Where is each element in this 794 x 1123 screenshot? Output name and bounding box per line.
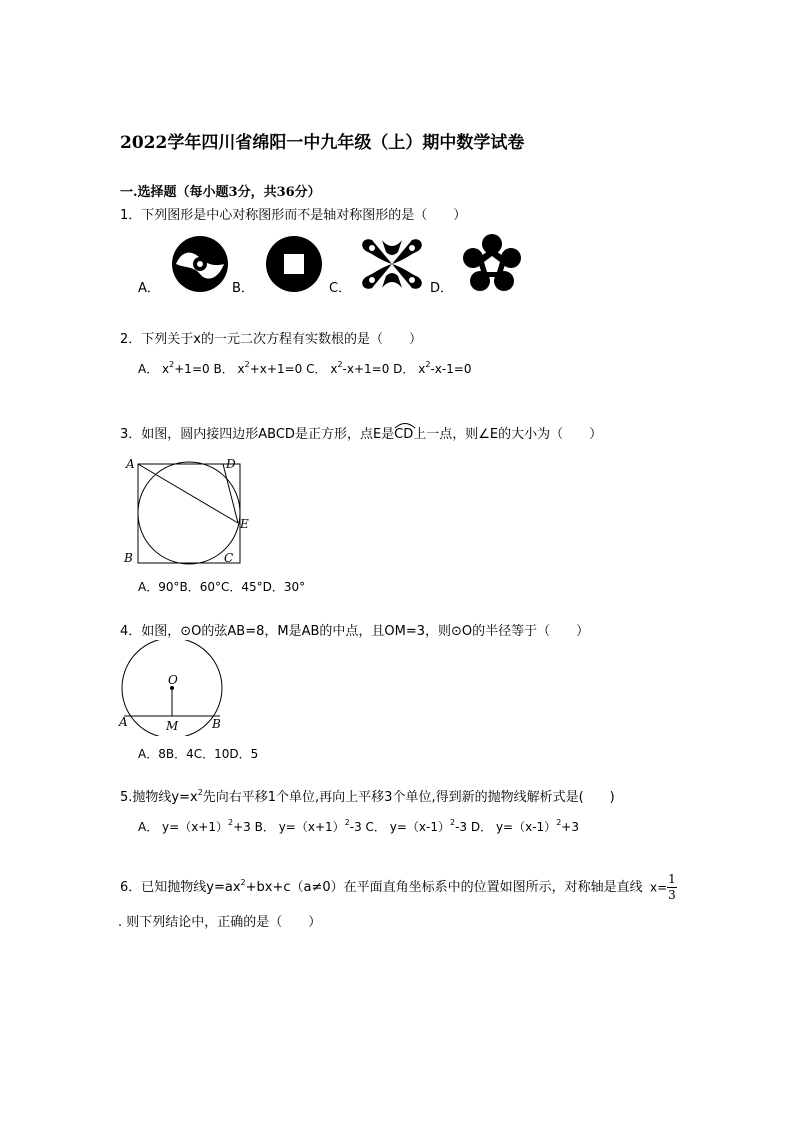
q5-option-c-label: C． — [365, 820, 386, 834]
question-2-text: 2．下列关于x的一元二次方程有实数根的是（ ） — [120, 332, 422, 347]
q4-label-a: A — [119, 715, 128, 729]
q5-text-before: 5.抛物线y=x — [120, 790, 198, 805]
q3-text-after: 上一点，则∠E的大小为（ ） — [413, 427, 603, 442]
q2-option-a-rest: +1=0 — [174, 362, 210, 376]
q2-option-d-label: D． — [393, 362, 415, 376]
q6-axis-equation — [650, 872, 677, 903]
q6-fraction — [667, 872, 677, 903]
question-6-text — [120, 876, 643, 895]
q2-option-d-base: x — [418, 362, 426, 376]
q2-option-c-exp: 2 — [337, 360, 343, 369]
q4-label-o: O — [168, 673, 178, 687]
q5-option-a-rest: +3 — [233, 820, 251, 834]
q2-option-a-base: x — [162, 362, 170, 376]
question-3-text — [120, 423, 602, 442]
q5-options — [138, 818, 579, 835]
butterfly-shape-icon — [360, 234, 424, 294]
q2-option-b-label: B． — [213, 362, 234, 376]
q2-option-c-label: C． — [306, 362, 327, 376]
exam-title: 2022学年四川省绵阳一中九年级（上）期中数学试卷 — [120, 133, 525, 153]
q5-option-d-label: D． — [470, 820, 493, 834]
q3-label-d: D — [226, 457, 236, 471]
q3-circle-square-figure — [118, 452, 260, 570]
q3-label-e: E — [240, 517, 249, 531]
q5-option-a-expr: y=（x+1） — [162, 820, 228, 834]
q3-text-before: 3．如图，圆内接四边形ABCD是正方形，点E是 — [120, 427, 395, 442]
q2-option-b-exp: 2 — [244, 360, 250, 369]
q4-circle-chord-figure — [118, 640, 228, 736]
q3-label-c: C — [224, 551, 234, 565]
arc-label: CD — [394, 427, 414, 442]
square-hole-coin-icon — [264, 234, 324, 294]
q5-option-c-exp: 2 — [449, 818, 456, 827]
arc-symbol-icon — [394, 421, 416, 429]
q5-option-c-rest: -3 — [455, 820, 468, 834]
q6-frac-num: 1 — [668, 872, 676, 886]
section-heading: 一.选择题（每小题3分，共36分） — [120, 185, 321, 200]
q6-x-eq: x= — [650, 880, 668, 895]
q5-option-d-rest: +3 — [561, 820, 579, 834]
q1-option-a-label: A． — [138, 281, 160, 296]
q2-option-b-base: x — [237, 362, 245, 376]
q6-frac-den: 3 — [668, 888, 676, 902]
q3-label-b: B — [124, 551, 133, 565]
q5-option-b-label: B． — [254, 820, 275, 834]
question-6-line2: . 则下列结论中，正确的是（ ） — [118, 915, 322, 930]
q2-option-b-rest: +x+1=0 — [249, 362, 303, 376]
q5-option-a-label: A． — [138, 820, 159, 834]
q3-label-a: A — [126, 457, 135, 471]
q2-option-c-rest: -x+1=0 — [342, 362, 390, 376]
q5-option-d-expr: y=（x-1） — [495, 820, 557, 834]
q4-label-m: M — [166, 719, 179, 733]
q5-exp: 2 — [197, 788, 203, 797]
q3-options: A．90°B．60°C．45°D．30° — [138, 580, 306, 594]
q2-option-a-label: A． — [138, 362, 159, 376]
question-1-text: 1．下列图形是中心对称图形而不是轴对称图形的是（ ） — [120, 208, 467, 223]
q2-option-c-base: x — [330, 362, 338, 376]
q2-option-a-exp: 2 — [169, 360, 175, 369]
q6-exp: 2 — [240, 878, 246, 887]
q2-option-d-exp: 2 — [425, 360, 431, 369]
q5-option-c-expr: y=（x-1） — [389, 820, 450, 834]
q6-text-after: +bx+c（a≠0）在平面直角坐标系中的位置如图所示，对称轴是直线 — [245, 880, 643, 895]
q1-option-d-label: D． — [430, 281, 454, 296]
pentagon-flower-icon — [462, 234, 522, 294]
q2-options — [138, 360, 472, 377]
q4-label-b: B — [212, 717, 221, 731]
q1-option-b-label: B． — [232, 281, 254, 296]
arc-cd — [394, 427, 413, 442]
question-4-text: 4．如图，⊙O的弦AB=8，M是AB的中点，且OM=3，则⊙O的半径等于（ ） — [120, 624, 590, 639]
q5-option-d-exp: 2 — [556, 818, 562, 827]
question-5-text — [120, 786, 615, 805]
q6-text-before: 6．已知抛物线y=ax — [120, 880, 241, 895]
q5-option-b-exp: 2 — [344, 818, 350, 827]
q5-option-a-exp: 2 — [228, 818, 234, 827]
yin-yang-like-icon — [170, 234, 230, 294]
q5-text-after: 先向右平移1个单位,再向上平移3个单位,得到新的抛物线解析式是( ) — [202, 790, 615, 805]
q4-options: A．8B．4C．10D．5 — [138, 747, 259, 761]
q2-option-d-rest: -x-1=0 — [430, 362, 472, 376]
q1-option-c-label: C． — [329, 281, 352, 296]
q5-option-b-rest: -3 — [349, 820, 362, 834]
q5-option-b-expr: y=（x+1） — [278, 820, 345, 834]
